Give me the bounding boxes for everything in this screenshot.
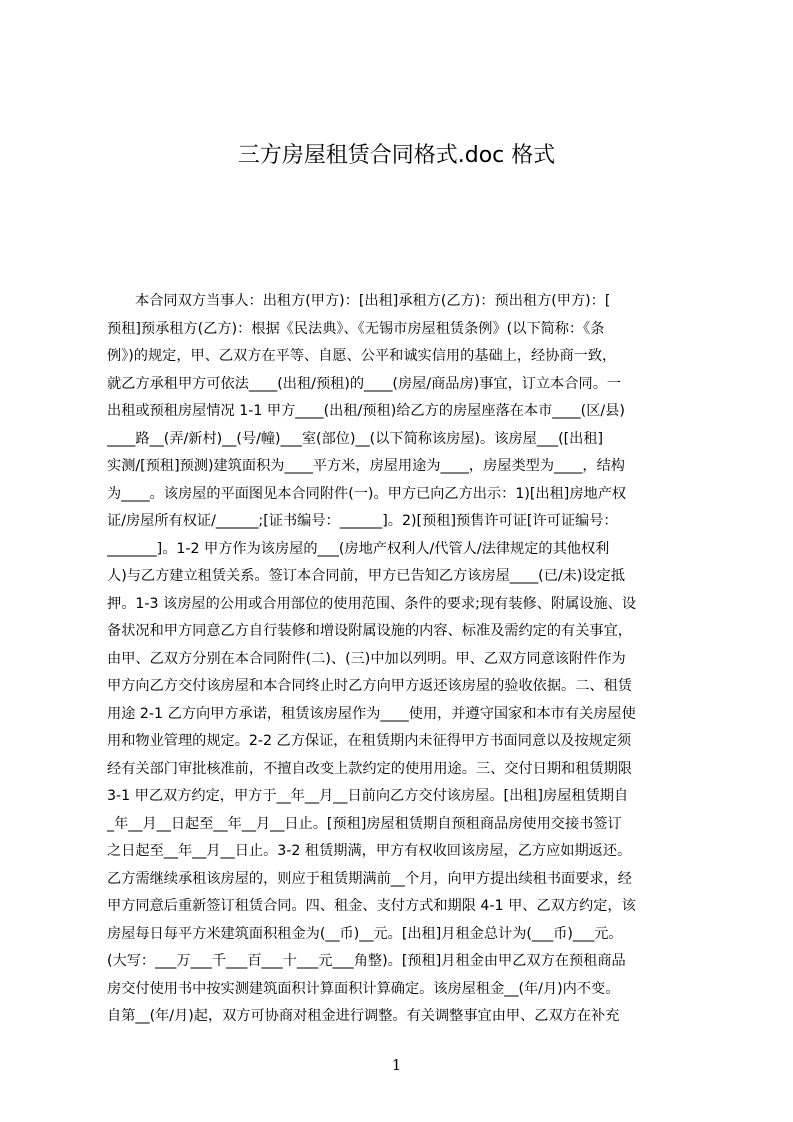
body-line: 之日起至__年__月__日止。3-2 租赁期满，甲方有权收回该房屋，乙方应如期返还。	[107, 843, 632, 859]
body-line: 3-1 甲乙双方约定，甲方于__年__月__日前向乙方交付该房屋。[出租]房屋租赁期自	[107, 788, 629, 804]
body-line: 例》)的规定，甲、乙双方在平等、自愿、公平和诚实信用的基础上，经协商一致，	[107, 348, 617, 364]
body-line: 证/房屋所有权证/______;[证书编号：______]。2)[预租]预售许可证[许可证编号：	[107, 513, 618, 529]
body-line: 押。1-3 该房屋的公用或合用部位的使用范围、条件的要求;现有装修、附属设施、设	[107, 595, 637, 612]
body-line: 人)与乙方建立租赁关系。签订本合同前，甲方已告知乙方该房屋____(已/未)设定抵	[107, 568, 625, 584]
page-number: 1	[391, 1056, 402, 1074]
body-line: 房屋每日每平方米建筑面积租金为(__币)__元。[出租]月租金总计为(___币)___元。	[107, 925, 623, 942]
body-line: _______]。1-2 甲方作为该房屋的___(房地产权利人/代管人/法律规定的其他权利	[107, 540, 610, 557]
body-line: 甲方向乙方交付该房屋和本合同终止时乙方向甲方返还该房屋的验收依据。二、租赁	[107, 678, 632, 694]
body-line: 实测/[预租]预测)建筑面积为____平方米，房屋用途为____，房屋类型为____，结构	[107, 458, 625, 474]
body-line: 甲方同意后重新签订租赁合同。四、租金、支付方式和期限 4-1 甲、乙双方约定，该	[107, 898, 636, 914]
body-line: 为____。该房屋的平面图见本合同附件(一)。甲方已向乙方出示：1)[出租]房地产权	[107, 485, 627, 502]
body-line: 由甲、乙双方分别在本合同附件(二)、(三)中加以列明。甲、乙双方同意该附件作为	[107, 650, 626, 667]
document-title: 三方房屋租赁合同格式.doc 格式	[237, 143, 556, 168]
body-line: 预租]预承租方(乙方)：根据《民法典》、《无锡市房屋租赁条例》(以下简称：《条	[107, 320, 605, 337]
body-line: 房交付使用书中按实测建筑面积计算面积计算确定。该房屋租金__(年/月)内不变。	[107, 980, 620, 997]
body-line: 本合同双方当事人：出租方(甲方)：[出租]承租方(乙方)：预出租方(甲方)：[	[135, 293, 611, 309]
body-line: 就乙方承租甲方可依法____(出租/预租)的____(房屋/商品房)事宜，订立本合同。一	[107, 375, 622, 392]
body-line: 用途 2-1 乙方向甲方承诺，租赁该房屋作为____使用，并遵守国家和本市有关房屋使	[107, 705, 636, 722]
body-line: _年__月__日起至__年__月__日止。[预租]房屋租赁期自预租商品房使用交接书签订	[107, 815, 622, 832]
contract-body	[107, 288, 699, 1031]
body-line: 乙方需继续承租该房屋的，则应于租赁期满前__个月，向甲方提出续租书面要求，经	[107, 870, 632, 887]
body-line: 自第__(年/月)起，双方可协商对租金进行调整。有关调整事宜由甲、乙双方在补充	[107, 1008, 620, 1024]
body-line: 备状况和甲方同意乙方自行装修和增设附属设施的内容、标准及需约定的有关事宜，	[107, 623, 632, 639]
body-line: ____路__(弄/新村)__(号/幢)___室(部位)__(以下简称该房屋)。该房屋___([出租]	[107, 430, 604, 447]
body-line: 用和物业管理的规定。2-2 乙方保证，在租赁期内未征得甲方书面同意以及按规定须	[107, 733, 632, 749]
body-line: 出租或预租房屋情况 1-1 甲方____(出租/预租)给乙方的房屋座落在本市____(区/县)	[107, 403, 625, 419]
body-line: 经有关部门审批核准前，不擅自改变上款约定的使用用途。三、交付日期和租赁期限	[107, 760, 632, 777]
body-line: (大写：___万___千___百___十___元___角整)。[预租]月租金由甲乙双方在预租商品	[107, 953, 626, 969]
